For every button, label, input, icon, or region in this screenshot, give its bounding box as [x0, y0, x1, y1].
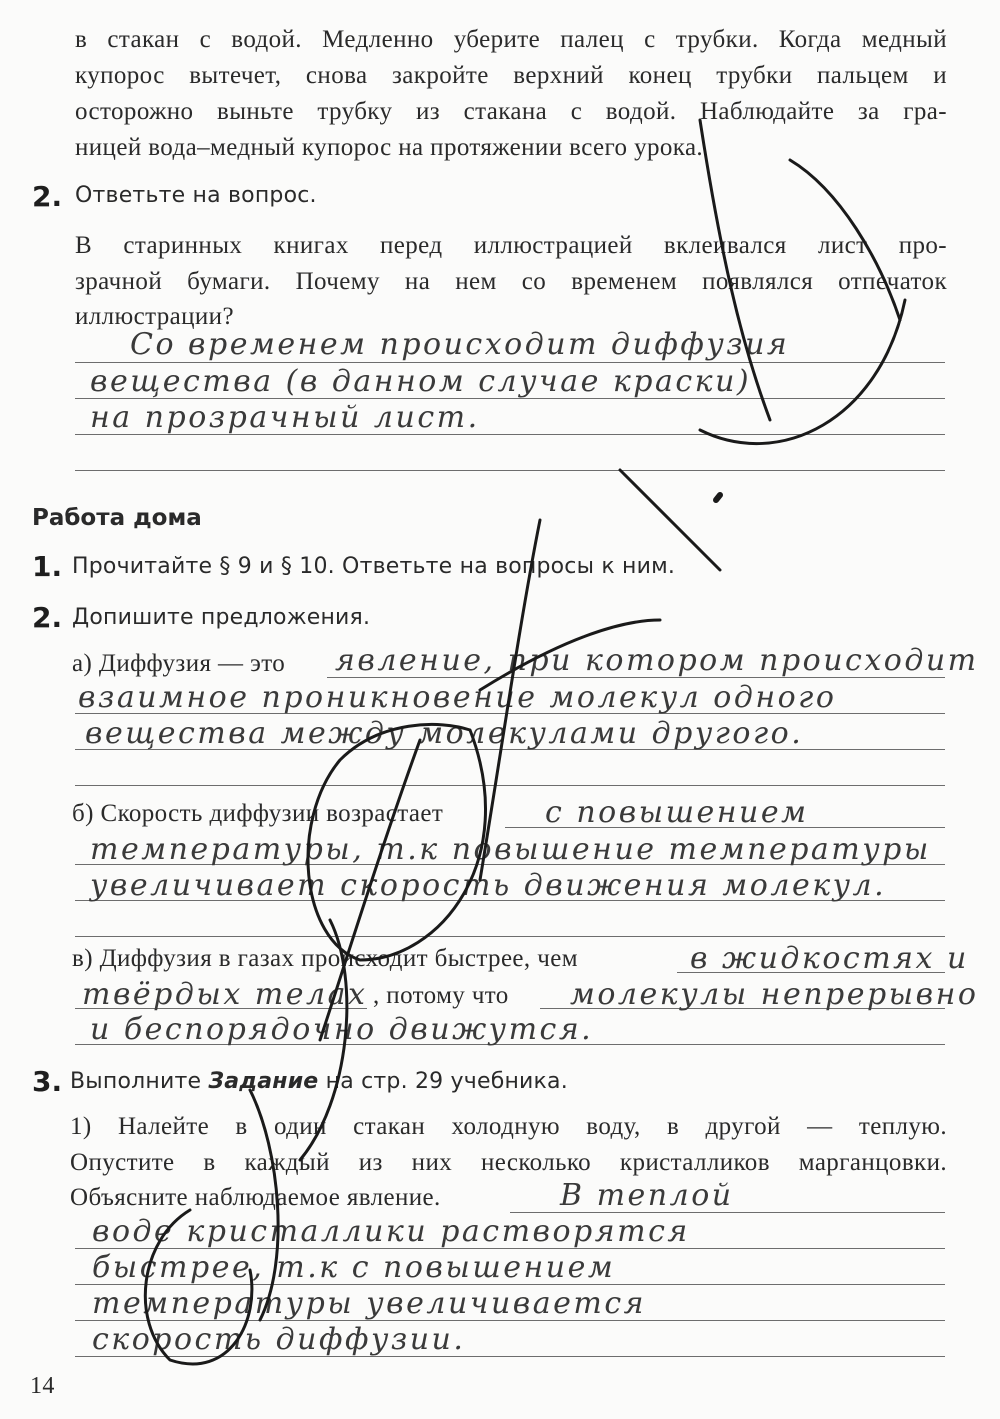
handwritten-answer-line: увеличивает скорость движения молекул. — [90, 868, 887, 903]
handwritten-answer-line: вещества между молекулами другого. — [85, 716, 804, 751]
intro-line-1: в стакан с водой. Медленно уберите палец с трубки. Когда медный — [75, 26, 947, 53]
task-title-after: на стр. 29 учебника. — [325, 1069, 568, 1094]
intro-line-4: ницей вода–медный купорос на протяжении всего урока. — [75, 134, 704, 161]
intro-line-2: купорос вытечет, снова закройте верхний конец трубки пальцем и — [75, 62, 947, 89]
prompt-c-middle: , потому что — [373, 982, 509, 1009]
item-line-3: Объясните наблюдаемое явление. — [70, 1184, 441, 1211]
task-number: 2. — [32, 180, 63, 213]
prompt-c: в) Диффузия в газах происходит быстрее, чем — [72, 945, 578, 972]
handwritten-answer-line: явление, при котором происходит — [335, 643, 979, 678]
handwritten-answer-line: скорость диффузии. — [92, 1322, 466, 1357]
task-number: 2. — [32, 601, 63, 634]
handwritten-answer-line: температуры, т.к повышение температуры — [90, 832, 931, 867]
question-line-3: иллюстрации? — [75, 303, 234, 330]
task-number: 1. — [32, 550, 63, 583]
item-line-1: 1) Налейте в один стакан холодную воду, в другой — теплую. — [70, 1113, 947, 1140]
handwritten-answer-line: на прозрачный лист. — [90, 400, 480, 435]
handwritten-answer-line: молекулы непрерывно — [570, 977, 979, 1012]
handwritten-answer-line: воде кристаллики растворятся — [92, 1214, 690, 1249]
handwritten-answer-line: и беспорядочно движутся. — [90, 1012, 594, 1047]
intro-line-3: осторожно выньте трубку из стакана с водой. Наблюдайте за гра- — [75, 98, 947, 125]
task-title-before: Выполните — [70, 1069, 202, 1094]
task-title: Ответьте на вопрос. — [75, 183, 317, 208]
handwritten-answer-line: с повышением — [545, 795, 809, 830]
task-title-emphasis: Задание — [208, 1069, 319, 1094]
handwritten-answer-line: взаимное проникновение молекул одного — [78, 680, 837, 715]
handwritten-answer-line: В теплой — [560, 1178, 734, 1213]
handwritten-answer-line: вещества (в данном случае краски) — [90, 364, 752, 399]
handwritten-answer-line: в жидкостях и — [690, 941, 969, 976]
question-line-1: В старинных книгах перед иллюстрацией вклеивался лист про- — [75, 232, 947, 259]
handwritten-answer-line: быстрее, т.к с повышением — [92, 1250, 616, 1285]
page-number: 14 — [30, 1373, 55, 1399]
task-number: 3. — [32, 1065, 63, 1098]
task-title: Допишите предложения. — [72, 605, 371, 630]
handwritten-answer-line: температуры увеличивается — [92, 1286, 646, 1321]
item-line-2: Опустите в каждый из них несколько кристалликов марганцовки. — [70, 1149, 947, 1176]
section-heading: Работа дома — [32, 505, 202, 531]
question-line-2: зрачной бумаги. Почему на нем со временем появлялся отпечаток — [75, 268, 947, 295]
prompt-b: б) Скорость диффузии возрастает — [72, 800, 444, 827]
prompt-a: а) Диффузия — это — [72, 650, 286, 677]
handwritten-answer-line: твёрдых телах — [82, 977, 368, 1012]
task-text: Прочитайте § 9 и § 10. Ответьте на вопросы к ним. — [72, 554, 676, 579]
handwritten-answer-line: Со временем происходит диффузия — [130, 327, 790, 362]
